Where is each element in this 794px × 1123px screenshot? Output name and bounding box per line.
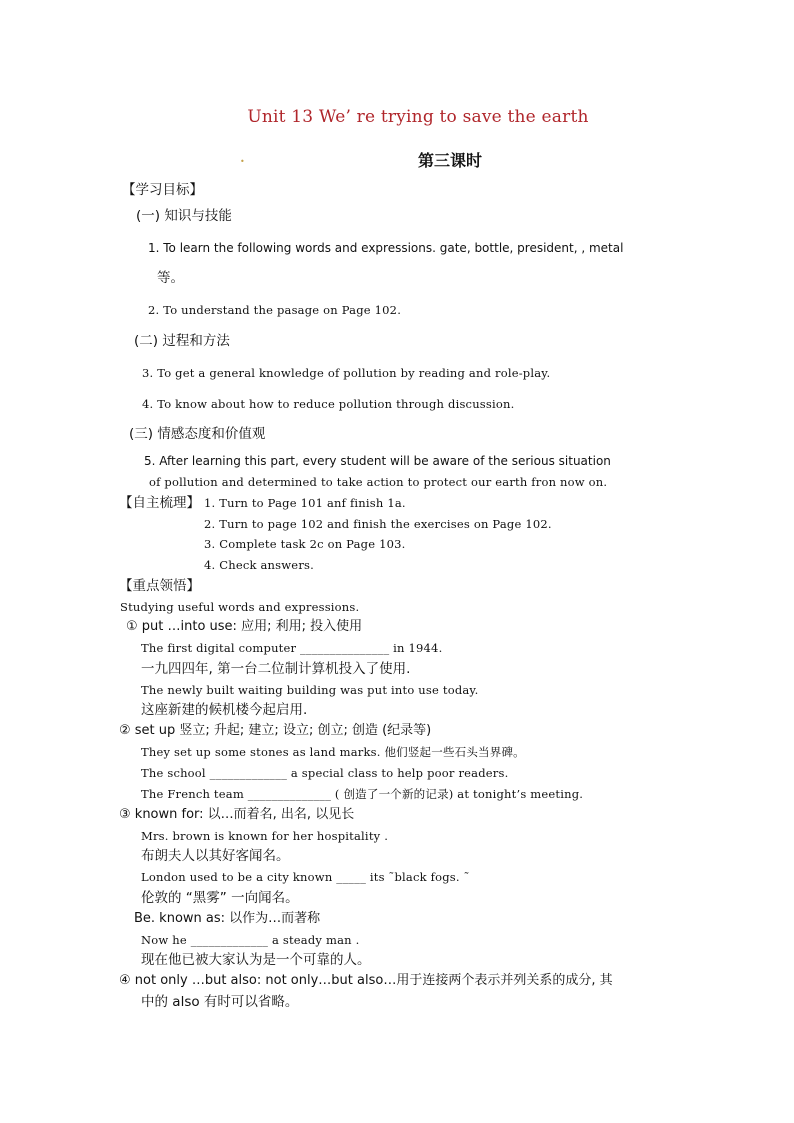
self-study-heading: 【自主梳理】 — [119, 495, 200, 511]
point-3-example-3-cn: 现在他已被大家认为是一个可靠的人。 — [141, 952, 371, 968]
objective-item-5: 5. After learning this part, every student will be aware of the serious situation — [144, 454, 611, 468]
objective-item-4: 4. To know about how to reduce pollution through discussion. — [142, 397, 515, 411]
key-points-heading: 【重点领悟】 — [119, 578, 200, 594]
point-3-example-1-cn: 布朗夫人以其好客闻名。 — [141, 848, 290, 864]
point-1-example-1-cn: 一九四四年, 第一台二位制计算机投入了使用. — [141, 661, 411, 677]
objective-item-1-cont: 等。 — [157, 270, 184, 286]
point-1-example-2-cn: 这座新建的候机楼今起启用. — [141, 702, 308, 718]
objectives-part-knowledge: (一) 知识与技能 — [136, 208, 232, 224]
decorative-dot: • — [240, 157, 245, 166]
self-study-step-4: 4. Check answers. — [204, 558, 314, 572]
key-points-intro: Studying useful words and expressions. — [120, 600, 360, 614]
point-3-example-2: London used to be a city known _____ its ˜black fogs. ˜ — [141, 870, 470, 884]
point-2-example-1: They set up some stones as land marks. 他们竖起一些石头当界碑。 — [141, 745, 525, 759]
point-1-heading: ① put …into use: 应用; 利用; 投入使用 — [126, 619, 363, 634]
point-1-example-1: The first digital computer _______________ in 1944. — [141, 641, 443, 655]
objectives-part-attitude: (三) 情感态度和价值观 — [129, 426, 266, 442]
objectives-heading: 【学习目标】 — [122, 182, 203, 198]
lesson-subtitle: 第三课时 — [417, 151, 482, 170]
point-2-example-2: The school _____________ a special class to help poor readers. — [141, 766, 509, 780]
point-3-example-3: Now he _____________ a steady man . — [141, 933, 360, 947]
point-3-sub-heading: Be. known as: 以作为…而著称 — [134, 911, 321, 926]
point-4-continuation: 中的 also 有时可以省略。 — [141, 994, 299, 1010]
objective-item-1: 1. To learn the following words and expressions. gate, bottle, president, , metal — [148, 241, 624, 255]
point-4-heading: ④ not only …but also: not only…but also…用于连接两个表示并列关系的成分, 其 — [119, 973, 613, 988]
objectives-part-process: (二) 过程和方法 — [134, 333, 230, 349]
point-3-example-1: Mrs. brown is known for her hospitality . — [141, 829, 389, 843]
point-3-heading: ③ known for: 以…而着名, 出名, 以见长 — [119, 807, 355, 822]
point-2-heading: ② set up 竖立; 升起; 建立; 设立; 创立; 创造 (纪录等) — [119, 723, 432, 738]
self-study-step-3: 3. Complete task 2c on Page 103. — [204, 537, 406, 551]
objective-item-5-cont: of pollution and determined to take action to protect our earth fron now on. — [149, 475, 608, 489]
objective-item-2: 2. To understand the pasage on Page 102. — [148, 303, 402, 317]
page-title: Unit 13 We’ re trying to save the earth — [247, 107, 589, 127]
self-study-step-2: 2. Turn to page 102 and finish the exercises on Page 102. — [204, 517, 552, 531]
objective-item-3: 3. To get a general knowledge of pollution by reading and role-play. — [142, 366, 551, 380]
self-study-step-1: 1. Turn to Page 101 anf finish 1a. — [204, 496, 406, 510]
point-1-example-2: The newly built waiting building was put into use today. — [141, 683, 479, 697]
point-2-example-3: The French team ______________ ( 创造了一个新的记录) at tonight’s meeting. — [141, 787, 584, 801]
point-3-example-2-cn: 伦敦的 “黑雾” 一向闻名。 — [141, 890, 299, 906]
